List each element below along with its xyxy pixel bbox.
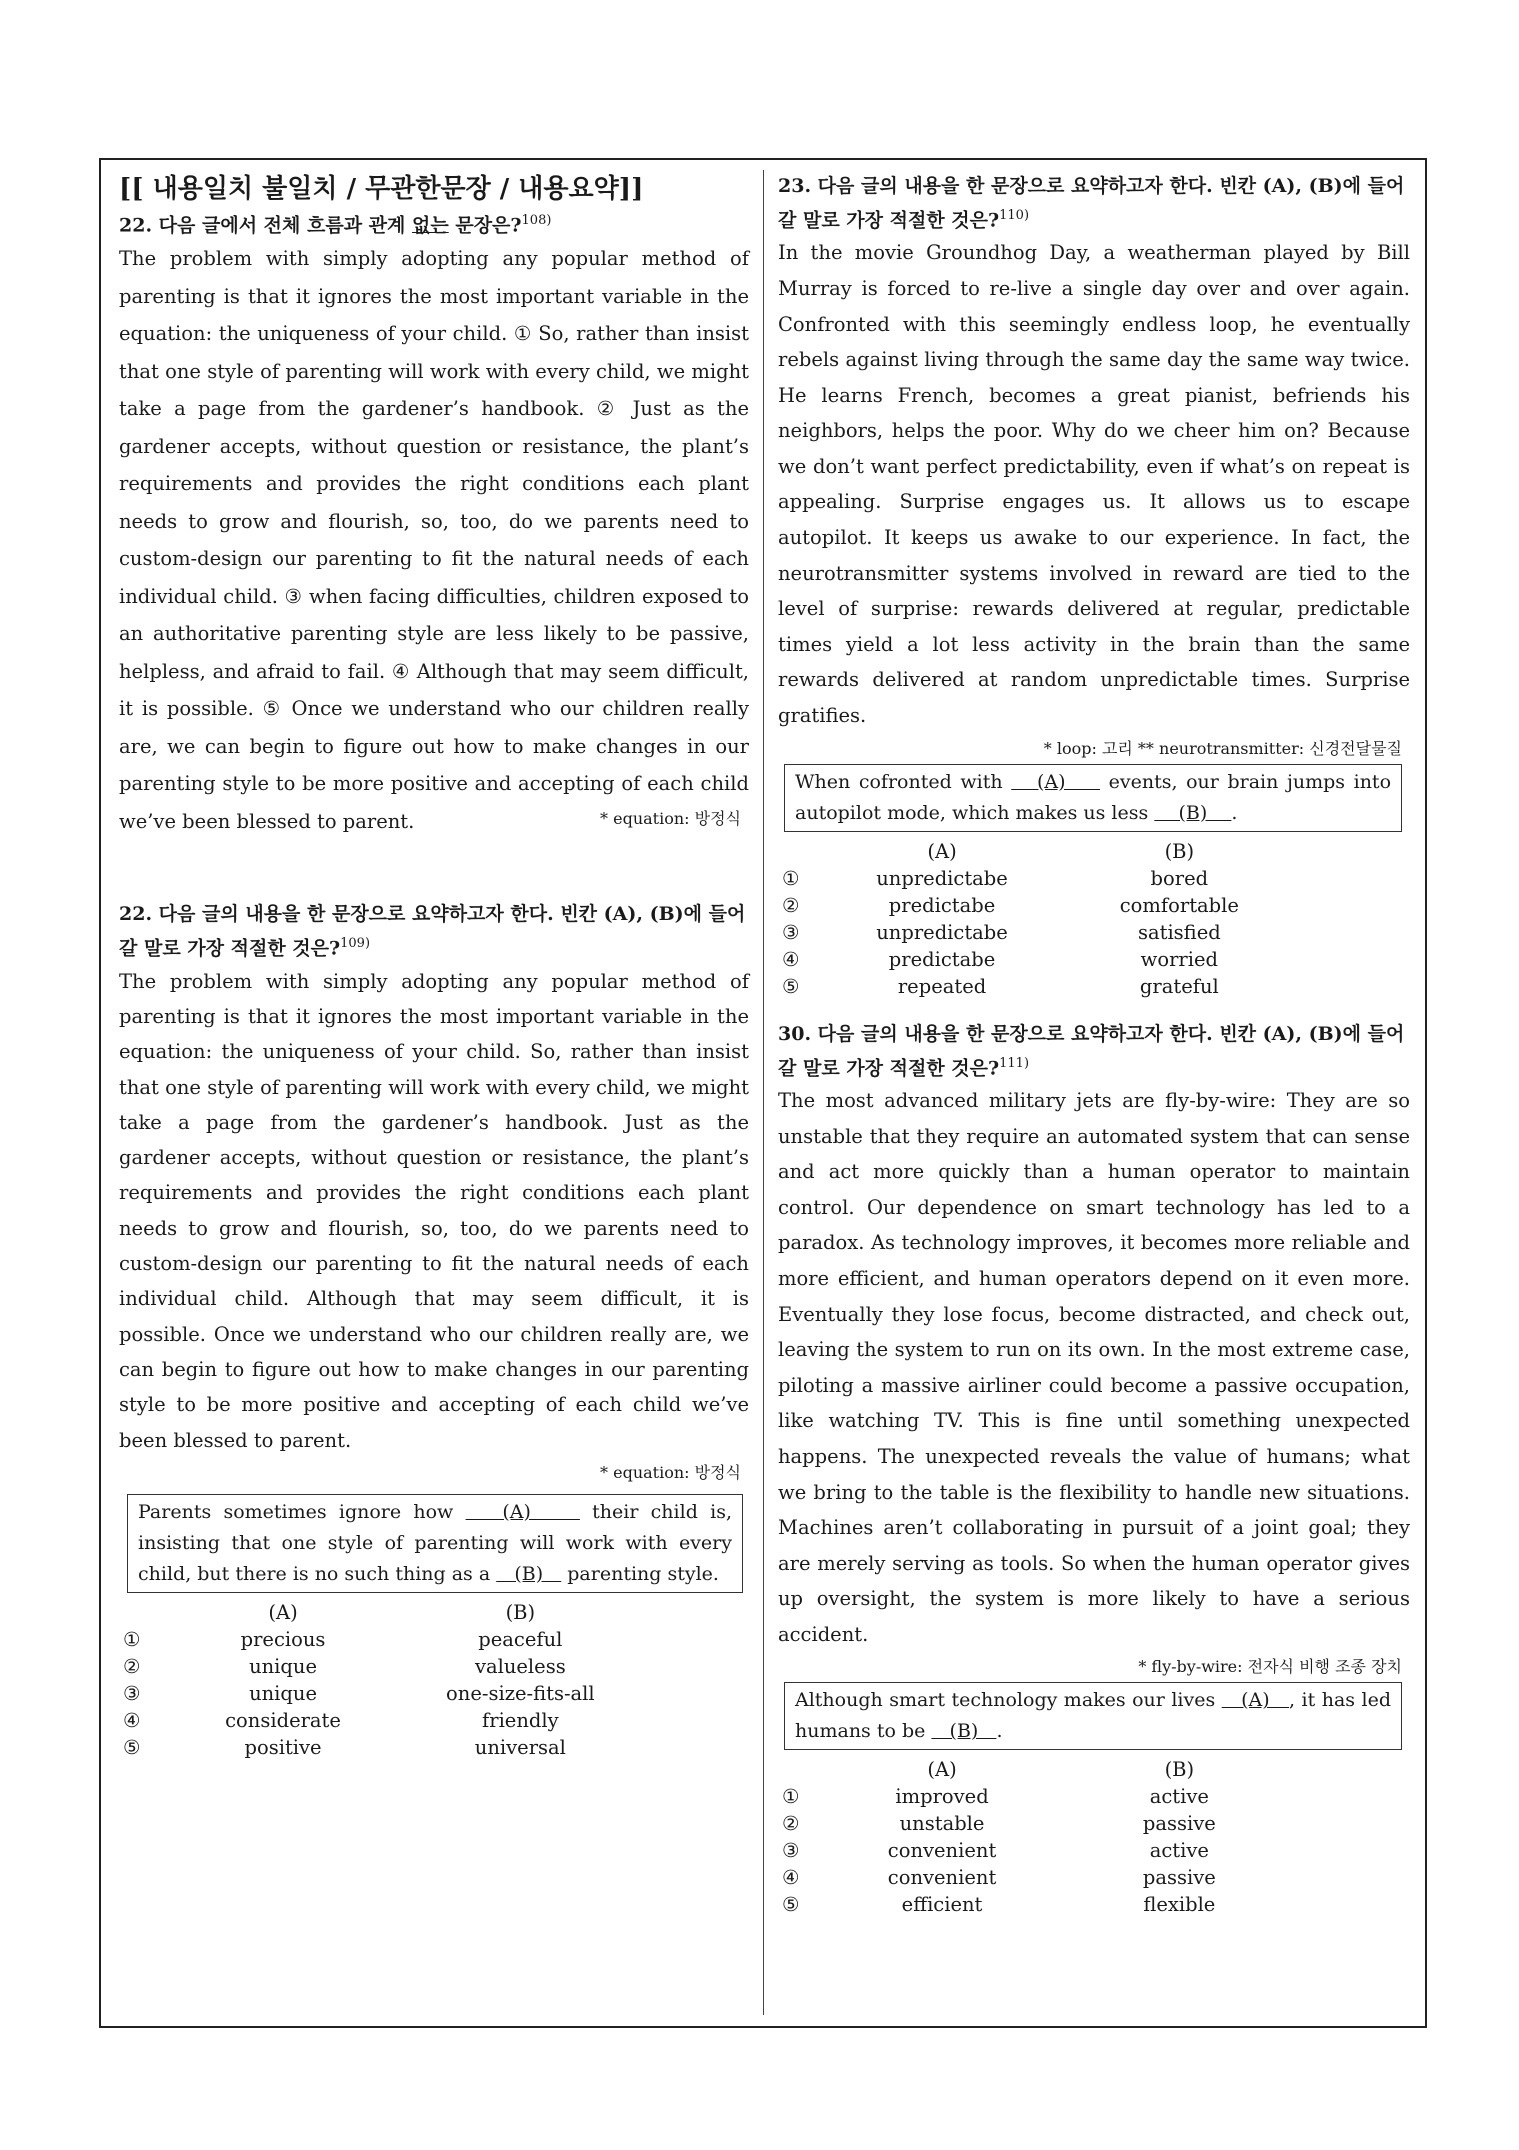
options-header: (A) (B) xyxy=(927,1758,1195,1782)
blank-b: (B) xyxy=(1154,801,1232,824)
option-row[interactable]: ④ predictabe worried xyxy=(782,947,1219,971)
blank-a: (A) xyxy=(1221,1689,1290,1712)
option-row[interactable]: ③ unique one-size-fits-all xyxy=(123,1681,595,1705)
vocab-note: * loop: 고리 ** neurotransmitter: 신경전달물질 xyxy=(1043,738,1402,758)
option-row[interactable]: ⑤ repeated grateful xyxy=(782,974,1219,998)
footnote-ref: 109) xyxy=(340,936,371,952)
option-row[interactable]: ④ convenient passive xyxy=(782,1866,1216,1890)
question-title: 22. 다음 글에서 전체 흐름과 관계 없는 문장은?$^{108)}$ xyxy=(119,213,552,237)
option-row[interactable]: ④ considerate friendly xyxy=(123,1708,559,1732)
vocab-note: * fly-by-wire: 전자식 비행 조종 장치 xyxy=(1138,1657,1402,1677)
option-row[interactable]: ① precious peaceful xyxy=(123,1627,563,1651)
summary-box: When cofronted with (A) events, our brain jumps into autopilot mode, which makes us less (B) . xyxy=(784,764,1402,832)
answer-options xyxy=(778,1756,1298,1918)
vocab-note: * equation: 방정식 xyxy=(600,1462,741,1482)
option-row[interactable]: ① unpredictabe bored xyxy=(782,866,1209,890)
footnote-ref: 110) xyxy=(999,208,1030,223)
emphasis-underline: 없는 xyxy=(412,214,449,237)
option-row[interactable]: ② predictabe comfortable xyxy=(782,893,1239,917)
section-header: [[ 내용일치 불일치 / 무관한문장 / 내용요약]] xyxy=(119,174,644,204)
blank-b: (B) xyxy=(931,1720,997,1743)
option-row[interactable]: ⑤ positive universal xyxy=(123,1735,566,1759)
summary-box: Although smart technology makes our lives (A) , it has led humans to be (B) . xyxy=(784,1682,1402,1750)
options-header: (A) (B) xyxy=(927,839,1195,863)
blank-b: (B) xyxy=(496,1562,562,1585)
footnote-ref: 111) xyxy=(999,1055,1030,1071)
option-row[interactable]: ⑤ efficient flexible xyxy=(782,1893,1216,1917)
question-22-summary xyxy=(119,900,749,1760)
blank-a: (A) xyxy=(465,1500,580,1523)
passage: The problem with simply adopting any popular method of parenting is that it ignores the most important variable in the equation: the uniqueness of your child. ① So, rather than insist that one style of parenting will work with every child, we might take a page from the gardener’s handbook. ② Just as the gardener accepts, without question or resistance, the plant’s requirements and provides the right conditions each plant needs to grow and flourish, so, too, do we parents need to custom-design our parenting to fit the natural needs of each individual child. ③ when facing difficulties, children exposed to an authoritative parenting style are less likely to be passive, helpless, and afraid to fail. ④ Although that may seem difficult, it is possible. ⑤ Once we understand who our children really are, we can begin to figure out how to make changes in our parenting style to be more positive and accepting of each child we’ve been blessed to parent. xyxy=(119,247,749,833)
passage: In the movie Groundhog Day, a weatherman played by Bill Murray is forced to re-live a single day over and over again. Confronted with this seemingly endless loop, he eventually rebels against living through the same day the same way twice. He learns French, becomes a great pianist, befriends his neighbors, helps the poor. Why do we cheer him on? Because we don’t want perfect predictability, even if what’s on repeat is appealing. Surprise engages us. It allows us to escape autopilot. It keeps us awake to our experience. In fact, the neurotransmitter systems involved in reward are tied to the level of surprise: rewards delivered at regular, predictable times yield a lot less activity in the brain than the same rewards delivered at random unpredictable times. Surprise gratifies. xyxy=(778,241,1410,728)
left-column xyxy=(119,172,749,1761)
option-row[interactable]: ③ unpredictabe satisfied xyxy=(782,920,1221,944)
column-divider xyxy=(763,170,764,2015)
question-title: 22. 다음 글의 내용을 한 문장으로 요약하고자 한다. 빈칸 (A), (B)에 들어갈 말로 가장 적절한 것은?$^{109)}$ xyxy=(119,903,746,960)
passage: The problem with simply adopting any popular method of parenting is that it ignores the most important variable in the equation: the uniqueness of your child. So, rather than insist that one style of parenting will work with every child, we might take a page from the gardener’s handbook. Just as the gardener accepts, without question or resistance, the plant’s requirements and provides the right conditions each plant needs to grow and flourish, so, too, do we parents need to custom-design our parenting to fit the natural needs of each individual child. Although that may seem difficult, it is possible. Once we understand who our children really are, we can begin to figure out how to make changes in our parenting style to be more positive and accepting of each child we’ve been blessed to parent. xyxy=(119,969,749,1452)
vocab-note: * equation: 방정식 xyxy=(600,809,741,829)
summary-box: Parents sometimes ignore how (A) their child is, insisting that one style of parenting will work with every child, but there is no such thing as a (B) parenting style. xyxy=(127,1494,743,1593)
option-row[interactable]: ① improved active xyxy=(782,1785,1209,1809)
passage: The most advanced military jets are fly-by-wire: They are so unstable that they require an automated system that can sense and act more quickly than a human operator to maintain control. Our dependence on smart technology has led to a paradox. As technology improves, it becomes more reliable and more efficient, and human operators depend on it even more. Eventually they lose focus, become distracted, and check out, leaving the system to run on its own. In the most extreme case, piloting a massive airliner could become a passive occupation, like watching TV. This is fine until something unexpected happens. The unexpected reveals the value of humans; what we bring to the table is the flexibility to handle new situations. Machines aren’t collaborating in pursuit of a joint goal; they are merely serving as tools. So when the human operator gives up oversight, the system is more likely to have a serious accident. xyxy=(778,1088,1410,1646)
question-30-summary xyxy=(778,1020,1410,1919)
options-header: (A) (B) xyxy=(268,1600,536,1624)
blank-a: (A) xyxy=(1011,770,1100,793)
answer-options xyxy=(778,838,1298,1000)
question-title: 30. 다음 글의 내용을 한 문장으로 요약하고자 한다. 빈칸 (A), (B)에 들어갈 말로 가장 적절한 것은?$^{111)}$ xyxy=(778,1022,1405,1079)
footnote-ref: 108) xyxy=(521,213,552,228)
question-title: 23. 다음 글의 내용을 한 문장으로 요약하고자 한다. 빈칸 (A), (B)에 들어갈 말로 가장 적절한 것은?$^{110)}$ xyxy=(778,175,1405,232)
right-column xyxy=(778,172,1410,1918)
question-22-irrelevant-sentence xyxy=(119,206,749,832)
question-23-summary xyxy=(778,172,1410,1000)
answer-options xyxy=(119,1599,639,1761)
option-row[interactable]: ③ convenient active xyxy=(782,1839,1209,1863)
option-row[interactable]: ② unique valueless xyxy=(123,1654,566,1678)
option-row[interactable]: ② unstable passive xyxy=(782,1812,1216,1836)
